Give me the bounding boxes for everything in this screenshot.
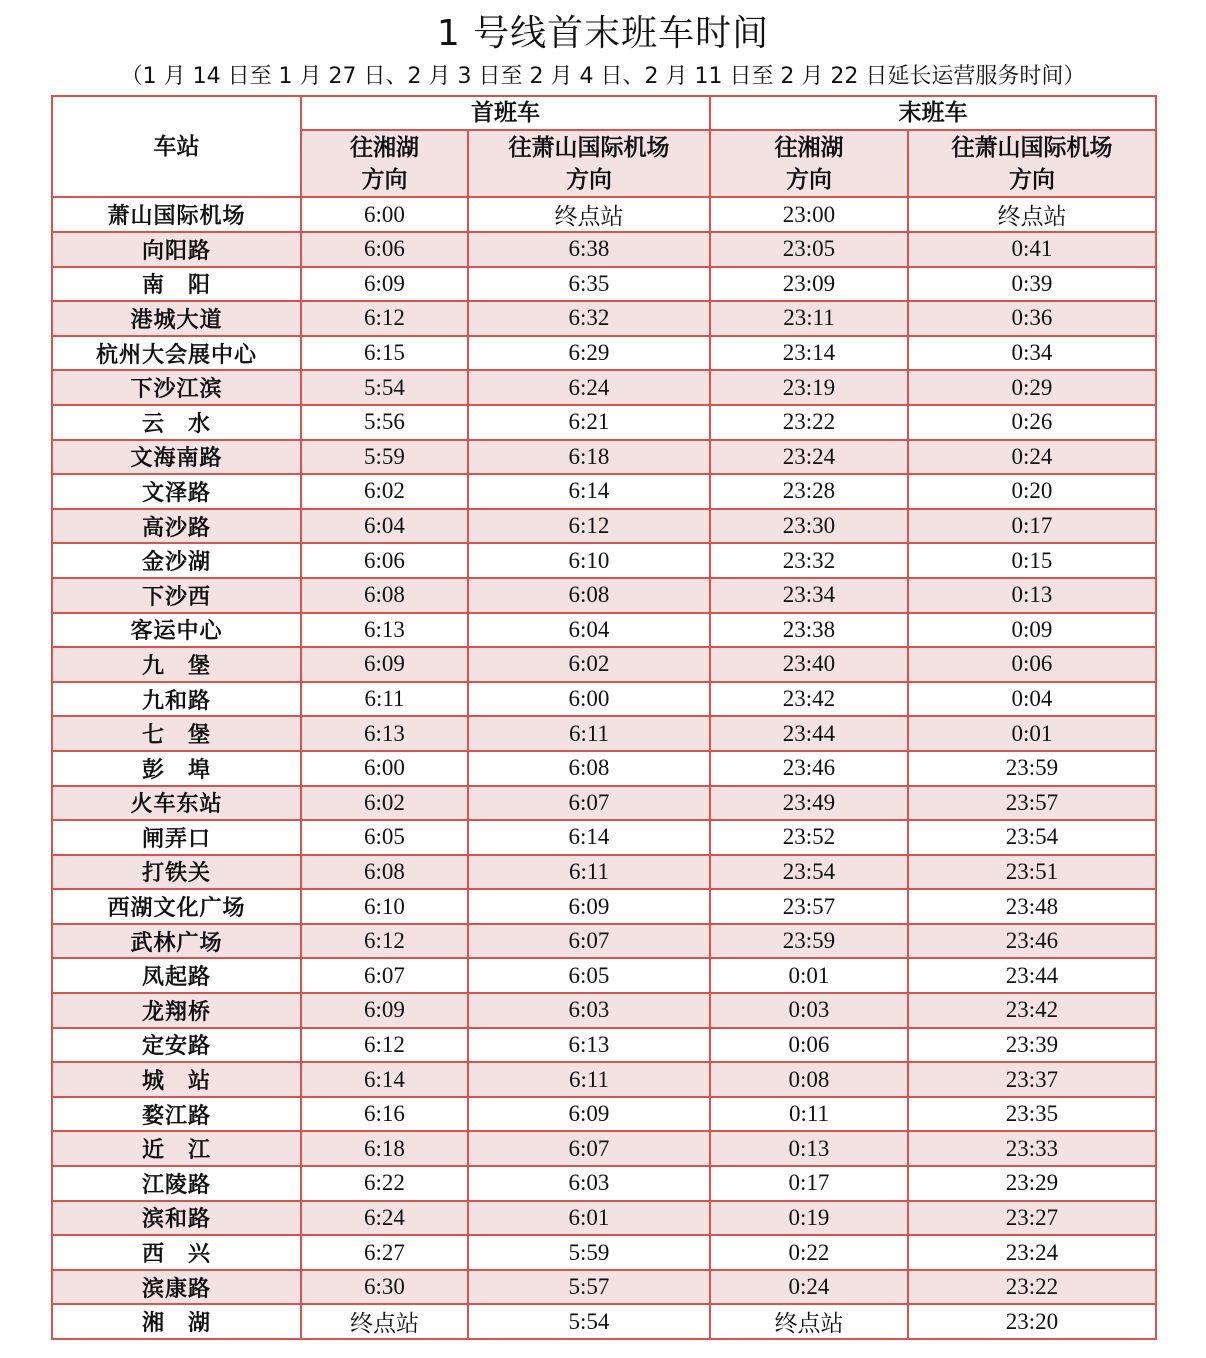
first-train-to-airport-cell: 6:18 [468,440,710,475]
table-row [52,301,1156,336]
last-train-to-xianghu-cell: 0:22 [710,1235,908,1270]
first-train-to-xianghu-cell: 5:56 [301,405,468,440]
direction-line: 往萧山国际机场 [951,134,1113,161]
station-cell: 下沙西 [52,578,301,613]
table-row [52,786,1156,821]
station-cell: 婺江路 [52,1097,301,1132]
last-train-to-xianghu-cell: 0:08 [710,1062,908,1097]
station-cell: 城 站 [52,1062,301,1097]
first-train-to-xianghu-cell: 6:16 [301,1097,468,1132]
last-train-to-xianghu-cell: 23:30 [710,509,908,544]
first-train-to-xianghu-cell: 6:12 [301,924,468,959]
station-cell: 龙翔桥 [52,993,301,1028]
last-train-to-airport-cell: 23:35 [908,1097,1156,1132]
last-train-to-airport-cell: 23:27 [908,1201,1156,1236]
first-train-to-airport-cell: 6:10 [468,543,710,578]
last-train-to-airport-cell: 23:59 [908,751,1156,786]
direction-line: 往萧山国际机场 [508,134,670,161]
last-train-header: 末班车 [710,96,1156,130]
station-cell: 南 阳 [52,267,301,302]
last-train-to-airport-cell: 终点站 [908,197,1156,232]
table-row [52,1062,1156,1097]
first-train-to-xianghu-cell: 6:08 [301,578,468,613]
table-row [52,820,1156,855]
first-train-to-xianghu-cell: 6:07 [301,958,468,993]
first-train-to-xianghu-cell: 6:27 [301,1235,468,1270]
direction-line: 方向 [786,166,832,193]
first-train-to-airport-cell: 6:11 [468,855,710,890]
table-row [52,1304,1156,1339]
first-train-to-airport-cell: 6:03 [468,1166,710,1201]
last-train-to-airport-cell: 0:04 [908,682,1156,717]
station-cell: 萧山国际机场 [52,197,301,232]
last-train-to-airport-cell: 23:22 [908,1270,1156,1305]
first-train-to-airport-cell: 6:38 [468,232,710,267]
station-cell: 九 堡 [52,647,301,682]
direction-line: 方向 [361,166,408,193]
first-train-to-xianghu-cell: 6:05 [301,820,468,855]
table-row [52,716,1156,751]
first-train-to-xianghu-cell: 6:22 [301,1166,468,1201]
first-train-to-airport-cell: 6:29 [468,336,710,371]
first-train-to-airport-cell: 终点站 [468,197,710,232]
last-train-to-airport-cell: 0:26 [908,405,1156,440]
first-train-to-xianghu-cell: 6:02 [301,786,468,821]
table-row [52,993,1156,1028]
first-train-to-airport-cell: 6:24 [468,370,710,405]
last-train-to-xianghu-cell: 23:34 [710,578,908,613]
last-train-to-airport-cell: 23:24 [908,1235,1156,1270]
last-train-to-airport-cell: 23:57 [908,786,1156,821]
first-train-to-xianghu-cell: 6:14 [301,1062,468,1097]
last-train-to-xianghu-cell: 23:54 [710,855,908,890]
last-train-to-airport-cell: 23:42 [908,993,1156,1028]
table-row [52,1235,1156,1270]
last-train-to-airport-cell: 0:17 [908,509,1156,544]
last-train-to-airport-cell: 0:20 [908,474,1156,509]
first-train-to-xianghu-cell: 5:54 [301,370,468,405]
last-to-airport-header [908,130,1156,197]
last-train-to-xianghu-cell: 23:38 [710,613,908,648]
last-train-to-airport-cell: 0:06 [908,647,1156,682]
station-cell: 云 水 [52,405,301,440]
first-train-to-airport-cell: 5:54 [468,1304,710,1339]
last-train-to-xianghu-cell: 23:46 [710,751,908,786]
last-train-to-xianghu-cell: 23:59 [710,924,908,959]
first-train-to-airport-cell: 6:32 [468,301,710,336]
direction-line: 往湘湖 [774,134,844,161]
first-train-to-airport-cell: 6:05 [468,958,710,993]
table-row [52,1131,1156,1166]
table-row [52,405,1156,440]
first-train-to-xianghu-cell: 6:24 [301,1201,468,1236]
last-train-to-xianghu-cell: 23:28 [710,474,908,509]
last-train-to-xianghu-cell: 23:24 [710,440,908,475]
table-row [52,509,1156,544]
first-train-to-xianghu-cell: 6:10 [301,889,468,924]
station-cell: 高沙路 [52,509,301,544]
station-cell: 闸弄口 [52,820,301,855]
station-cell: 近 江 [52,1131,301,1166]
first-train-to-airport-cell: 6:07 [468,1131,710,1166]
station-cell: 武林广场 [52,924,301,959]
table-row [52,682,1156,717]
first-train-to-airport-cell: 6:08 [468,751,710,786]
station-cell: 金沙湖 [52,543,301,578]
last-train-to-xianghu-cell: 23:22 [710,405,908,440]
direction-line: 往湘湖 [350,134,419,161]
first-train-to-xianghu-cell: 6:00 [301,197,468,232]
station-cell: 江陵路 [52,1166,301,1201]
station-column-header: 车站 [52,96,301,197]
last-train-to-xianghu-cell: 终点站 [710,1304,908,1339]
table-row [52,578,1156,613]
first-to-airport-header [468,130,710,197]
last-train-to-xianghu-cell: 23:49 [710,786,908,821]
last-train-to-xianghu-cell: 23:05 [710,232,908,267]
table-row [52,1270,1156,1305]
first-train-to-xianghu-cell: 6:09 [301,993,468,1028]
first-train-to-xianghu-cell: 6:08 [301,855,468,890]
last-train-to-xianghu-cell: 0:24 [710,1270,908,1305]
first-train-to-airport-cell: 6:04 [468,613,710,648]
table-row [52,647,1156,682]
first-train-to-xianghu-cell: 6:30 [301,1270,468,1305]
first-train-header: 首班车 [301,96,710,130]
first-train-to-xianghu-cell: 6:00 [301,751,468,786]
station-cell: 打铁关 [52,855,301,890]
first-train-to-airport-cell: 6:14 [468,820,710,855]
table-row [52,197,1156,232]
last-train-to-xianghu-cell: 23:42 [710,682,908,717]
last-train-to-xianghu-cell: 23:32 [710,543,908,578]
first-train-to-airport-cell: 6:01 [468,1201,710,1236]
table-row [52,958,1156,993]
last-train-to-xianghu-cell: 23:14 [710,336,908,371]
first-train-to-airport-cell: 6:03 [468,993,710,1028]
station-cell: 客运中心 [52,613,301,648]
last-train-to-xianghu-cell: 23:40 [710,647,908,682]
table-row [52,1028,1156,1063]
first-train-to-xianghu-cell: 6:13 [301,613,468,648]
first-train-to-airport-cell: 6:13 [468,1028,710,1063]
direction-line: 方向 [1009,166,1055,193]
first-train-to-airport-cell: 6:00 [468,682,710,717]
first-train-to-airport-cell: 5:59 [468,1235,710,1270]
station-cell: 向阳路 [52,232,301,267]
page-title: 1 号线首末班车时间 [436,13,770,54]
last-train-to-airport-cell: 23:46 [908,924,1156,959]
first-train-to-xianghu-cell: 6:12 [301,1028,468,1063]
first-train-to-xianghu-cell: 终点站 [301,1304,468,1339]
table-row [52,889,1156,924]
first-train-to-xianghu-cell: 6:04 [301,509,468,544]
last-train-to-xianghu-cell: 23:00 [710,197,908,232]
last-train-to-airport-cell: 0:09 [908,613,1156,648]
last-train-to-xianghu-cell: 0:01 [710,958,908,993]
first-train-to-xianghu-cell: 6:11 [301,682,468,717]
table-row [52,440,1156,475]
last-train-to-airport-cell: 0:15 [908,543,1156,578]
table-row [52,1201,1156,1236]
first-train-to-airport-cell: 6:09 [468,1097,710,1132]
station-cell: 滨康路 [52,1270,301,1305]
last-train-to-airport-cell: 0:13 [908,578,1156,613]
last-train-to-airport-cell: 23:51 [908,855,1156,890]
last-train-to-xianghu-cell: 0:11 [710,1097,908,1132]
timetable [51,95,1157,1340]
last-train-to-xianghu-cell: 23:52 [710,820,908,855]
last-train-to-xianghu-cell: 23:11 [710,301,908,336]
station-cell: 九和路 [52,682,301,717]
last-train-to-airport-cell: 23:20 [908,1304,1156,1339]
last-train-to-xianghu-cell: 0:03 [710,993,908,1028]
last-train-to-airport-cell: 23:48 [908,889,1156,924]
last-train-to-xianghu-cell: 23:09 [710,267,908,302]
table-row [52,370,1156,405]
station-cell: 定安路 [52,1028,301,1063]
first-train-to-airport-cell: 6:14 [468,474,710,509]
station-cell: 杭州大会展中心 [52,336,301,371]
table-row [52,751,1156,786]
last-train-to-airport-cell: 23:54 [908,820,1156,855]
first-train-to-xianghu-cell: 6:15 [301,336,468,371]
first-train-to-xianghu-cell: 6:12 [301,301,468,336]
last-train-to-xianghu-cell: 23:19 [710,370,908,405]
table-row [52,267,1156,302]
last-train-to-airport-cell: 23:29 [908,1166,1156,1201]
station-cell: 文海南路 [52,440,301,475]
last-train-to-airport-cell: 0:24 [908,440,1156,475]
direction-line: 方向 [566,166,612,193]
last-train-to-xianghu-cell: 0:13 [710,1131,908,1166]
first-train-to-airport-cell: 6:35 [468,267,710,302]
station-cell: 七 堡 [52,716,301,751]
last-to-xianghu-header [710,130,908,197]
first-train-to-airport-cell: 5:57 [468,1270,710,1305]
last-train-to-xianghu-cell: 0:17 [710,1166,908,1201]
last-train-to-xianghu-cell: 0:06 [710,1028,908,1063]
first-train-to-airport-cell: 6:21 [468,405,710,440]
table-row [52,543,1156,578]
last-train-to-xianghu-cell: 23:57 [710,889,908,924]
first-to-xianghu-header [301,130,468,197]
last-train-to-airport-cell: 23:37 [908,1062,1156,1097]
first-train-to-xianghu-cell: 5:59 [301,440,468,475]
station-cell: 下沙江滨 [52,370,301,405]
last-train-to-airport-cell: 0:29 [908,370,1156,405]
table-row [52,232,1156,267]
last-train-to-airport-cell: 0:39 [908,267,1156,302]
last-train-to-airport-cell: 0:34 [908,336,1156,371]
table-row [52,1166,1156,1201]
station-cell: 火车东站 [52,786,301,821]
first-train-to-xianghu-cell: 6:02 [301,474,468,509]
page-subtitle: （1 月 14 日至 1 月 27 日、2 月 3 日至 2 月 4 日、2 月 11 日至 2 月 22 日延长运营服务时间） [120,64,1086,89]
table-row [52,613,1156,648]
first-train-to-airport-cell: 6:08 [468,578,710,613]
first-train-to-airport-cell: 6:07 [468,924,710,959]
last-train-to-xianghu-cell: 23:44 [710,716,908,751]
station-cell: 文泽路 [52,474,301,509]
station-cell: 滨和路 [52,1201,301,1236]
table-row [52,1097,1156,1132]
first-train-to-airport-cell: 6:11 [468,1062,710,1097]
first-train-to-xianghu-cell: 6:13 [301,716,468,751]
last-train-to-airport-cell: 0:01 [908,716,1156,751]
table-row [52,474,1156,509]
last-train-to-airport-cell: 23:33 [908,1131,1156,1166]
first-train-to-xianghu-cell: 6:06 [301,232,468,267]
station-cell: 彭 埠 [52,751,301,786]
station-cell: 西湖文化广场 [52,889,301,924]
table-row [52,336,1156,371]
station-cell: 湘 湖 [52,1304,301,1339]
station-cell: 凤起路 [52,958,301,993]
first-train-to-airport-cell: 6:11 [468,716,710,751]
last-train-to-xianghu-cell: 0:19 [710,1201,908,1236]
last-train-to-airport-cell: 0:36 [908,301,1156,336]
last-train-to-airport-cell: 0:41 [908,232,1156,267]
station-cell: 西 兴 [52,1235,301,1270]
first-train-to-airport-cell: 6:02 [468,647,710,682]
station-cell: 港城大道 [52,301,301,336]
first-train-to-xianghu-cell: 6:09 [301,267,468,302]
first-train-to-xianghu-cell: 6:18 [301,1131,468,1166]
table-row [52,855,1156,890]
first-train-to-xianghu-cell: 6:09 [301,647,468,682]
first-train-to-airport-cell: 6:09 [468,889,710,924]
last-train-to-airport-cell: 23:39 [908,1028,1156,1063]
first-train-to-xianghu-cell: 6:06 [301,543,468,578]
first-train-to-airport-cell: 6:07 [468,786,710,821]
first-train-to-airport-cell: 6:12 [468,509,710,544]
table-row [52,924,1156,959]
last-train-to-airport-cell: 23:44 [908,958,1156,993]
